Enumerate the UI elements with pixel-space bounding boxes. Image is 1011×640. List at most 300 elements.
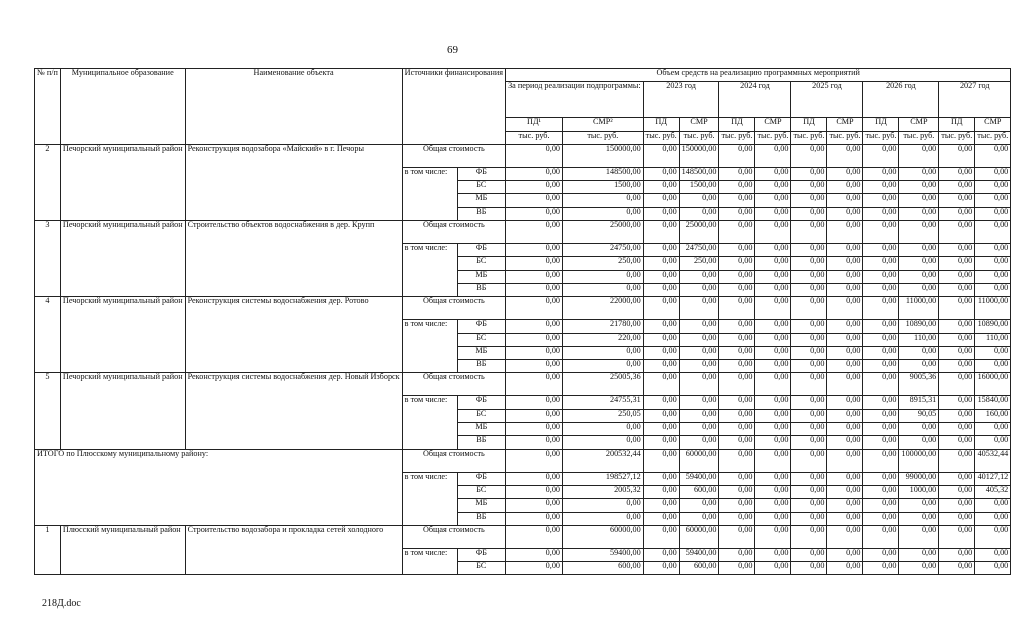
value-cell: 0,00 [643, 320, 679, 333]
value-cell: 0,00 [719, 436, 755, 449]
value-cell: 0,00 [899, 167, 939, 180]
source-mb: МБ [457, 346, 505, 359]
value-cell: 0,00 [899, 194, 939, 207]
value-cell: 0,00 [643, 270, 679, 283]
header-year-2023: 2023 год [643, 82, 719, 118]
source-fb: ФБ [457, 167, 505, 180]
source-vb: ВБ [457, 283, 505, 296]
subcol-header: СМР [975, 118, 1011, 131]
value-cell: 148500,00 [679, 167, 719, 180]
value-cell: 0,00 [719, 167, 755, 180]
value-cell: 0,00 [975, 499, 1011, 512]
value-cell: 10890,00 [899, 320, 939, 333]
value-cell: 0,00 [899, 181, 939, 194]
value-cell: 0,00 [863, 244, 899, 257]
value-cell: 0,00 [506, 562, 563, 575]
value-cell: 0,00 [755, 485, 791, 498]
value-cell: 0,00 [863, 512, 899, 525]
unit-header: тыс. руб. [719, 131, 755, 144]
value-cell: 0,00 [506, 144, 563, 167]
source-vb: ВБ [457, 436, 505, 449]
row-number: 4 [35, 297, 61, 373]
municipality-name: Печорский муниципальный район [60, 221, 185, 297]
funding-table [34, 68, 1011, 575]
value-cell: 0,00 [899, 346, 939, 359]
value-cell: 0,00 [719, 144, 755, 167]
header-year-2025: 2025 год [791, 82, 863, 118]
source-bs: БС [457, 257, 505, 270]
value-cell: 0,00 [563, 512, 644, 525]
value-cell: 0,00 [827, 449, 863, 472]
value-cell: 0,00 [563, 436, 644, 449]
value-cell: 0,00 [719, 320, 755, 333]
value-cell: 0,00 [975, 207, 1011, 220]
value-cell: 0,00 [863, 207, 899, 220]
value-cell: 0,00 [719, 181, 755, 194]
value-cell: 0,00 [755, 525, 791, 548]
value-cell: 0,00 [863, 144, 899, 167]
value-cell: 0,00 [506, 485, 563, 498]
value-cell: 0,00 [755, 221, 791, 244]
value-cell: 0,00 [827, 257, 863, 270]
value-cell: 0,00 [643, 472, 679, 485]
value-cell: 0,00 [827, 167, 863, 180]
value-cell: 0,00 [506, 436, 563, 449]
value-cell: 0,00 [791, 244, 827, 257]
value-cell: 15840,00 [975, 396, 1011, 409]
value-cell: 0,00 [899, 525, 939, 548]
source-including: в том числе: [402, 167, 457, 220]
value-cell: 0,00 [899, 499, 939, 512]
value-cell: 25000,00 [679, 221, 719, 244]
value-cell: 0,00 [791, 320, 827, 333]
value-cell: 0,00 [975, 512, 1011, 525]
value-cell: 0,00 [863, 396, 899, 409]
value-cell: 0,00 [719, 297, 755, 320]
value-cell: 0,00 [791, 562, 827, 575]
value-cell: 0,00 [863, 548, 899, 561]
value-cell: 0,00 [755, 360, 791, 373]
value-cell: 0,00 [506, 221, 563, 244]
value-cell: 250,00 [679, 257, 719, 270]
municipality-name: Печорский муниципальный район [60, 144, 185, 220]
value-cell: 0,00 [755, 436, 791, 449]
value-cell: 0,00 [719, 257, 755, 270]
unit-header: тыс. руб. [827, 131, 863, 144]
source-total-cost: Общая стоимость [402, 449, 505, 472]
source-total-cost: Общая стоимость [402, 525, 505, 548]
value-cell: 0,00 [643, 360, 679, 373]
value-cell: 0,00 [791, 409, 827, 422]
value-cell: 0,00 [719, 244, 755, 257]
value-cell: 1500,00 [563, 181, 644, 194]
value-cell: 0,00 [827, 396, 863, 409]
value-cell: 0,00 [863, 423, 899, 436]
value-cell: 0,00 [506, 346, 563, 359]
value-cell: 0,00 [827, 373, 863, 396]
value-cell: 0,00 [827, 297, 863, 320]
header-year-2027: 2027 год [939, 82, 1011, 118]
value-cell: 0,00 [643, 423, 679, 436]
subcol-header: ПД¹ [506, 118, 563, 131]
value-cell: 0,00 [899, 548, 939, 561]
value-cell: 0,00 [975, 194, 1011, 207]
source-including: в том числе: [402, 472, 457, 525]
value-cell: 0,00 [791, 333, 827, 346]
value-cell: 0,00 [643, 396, 679, 409]
value-cell: 0,00 [939, 562, 975, 575]
value-cell: 0,00 [939, 548, 975, 561]
value-cell: 0,00 [863, 346, 899, 359]
value-cell: 0,00 [827, 436, 863, 449]
value-cell: 0,00 [827, 207, 863, 220]
value-cell: 0,00 [899, 221, 939, 244]
value-cell: 16000,00 [975, 373, 1011, 396]
source-including: в том числе: [402, 396, 457, 449]
value-cell: 0,00 [863, 283, 899, 296]
value-cell: 0,00 [975, 436, 1011, 449]
value-cell: 0,00 [719, 485, 755, 498]
value-cell: 0,00 [679, 373, 719, 396]
value-cell: 100000,00 [899, 449, 939, 472]
source-mb: МБ [457, 270, 505, 283]
value-cell: 0,00 [719, 360, 755, 373]
value-cell: 0,00 [863, 194, 899, 207]
subcol-header: ПД [939, 118, 975, 131]
value-cell: 0,00 [791, 207, 827, 220]
value-cell: 0,00 [506, 257, 563, 270]
value-cell: 0,00 [506, 333, 563, 346]
value-cell: 0,00 [719, 207, 755, 220]
source-including: в том числе: [402, 244, 457, 297]
value-cell: 0,00 [827, 221, 863, 244]
value-cell: 0,00 [719, 449, 755, 472]
value-cell: 0,00 [755, 257, 791, 270]
value-cell: 0,00 [827, 409, 863, 422]
value-cell: 0,00 [939, 297, 975, 320]
value-cell: 0,00 [719, 373, 755, 396]
value-cell: 59400,00 [679, 472, 719, 485]
value-cell: 0,00 [563, 423, 644, 436]
value-cell: 0,00 [899, 360, 939, 373]
value-cell: 0,00 [863, 181, 899, 194]
source-fb: ФБ [457, 244, 505, 257]
object-name: Строительство водозабора и прокладка сетей холодного [185, 525, 402, 575]
value-cell: 0,00 [719, 270, 755, 283]
value-cell: 0,00 [755, 499, 791, 512]
value-cell: 40127,12 [975, 472, 1011, 485]
unit-header: тыс. руб. [791, 131, 827, 144]
value-cell: 0,00 [975, 360, 1011, 373]
value-cell: 0,00 [899, 562, 939, 575]
value-cell: 9005,36 [899, 373, 939, 396]
value-cell: 0,00 [755, 181, 791, 194]
value-cell: 0,00 [791, 449, 827, 472]
value-cell: 0,00 [863, 320, 899, 333]
value-cell: 0,00 [863, 221, 899, 244]
value-cell: 60000,00 [679, 525, 719, 548]
value-cell: 0,00 [755, 346, 791, 359]
source-mb: МБ [457, 423, 505, 436]
value-cell: 250,00 [563, 257, 644, 270]
value-cell: 0,00 [719, 333, 755, 346]
value-cell: 0,00 [755, 373, 791, 396]
value-cell: 0,00 [506, 320, 563, 333]
value-cell: 0,00 [939, 181, 975, 194]
value-cell: 0,00 [899, 270, 939, 283]
value-cell: 24755,31 [563, 396, 644, 409]
source-bs: БС [457, 181, 505, 194]
value-cell: 0,00 [719, 472, 755, 485]
unit-header: тыс. руб. [679, 131, 719, 144]
value-cell: 405,32 [975, 485, 1011, 498]
value-cell: 0,00 [791, 373, 827, 396]
header-period: За период реализации подпрограммы: [506, 82, 644, 118]
value-cell: 0,00 [939, 333, 975, 346]
value-cell: 0,00 [563, 207, 644, 220]
table-row [35, 525, 1011, 548]
value-cell: 2005,32 [563, 485, 644, 498]
value-cell: 0,00 [719, 499, 755, 512]
value-cell: 24750,00 [563, 244, 644, 257]
value-cell: 0,00 [755, 144, 791, 167]
value-cell: 0,00 [643, 562, 679, 575]
value-cell: 0,00 [863, 257, 899, 270]
source-mb: МБ [457, 499, 505, 512]
value-cell: 0,00 [643, 283, 679, 296]
municipality-name: Плюсский муниципальный район [60, 525, 185, 575]
value-cell: 0,00 [827, 244, 863, 257]
value-cell: 0,00 [679, 423, 719, 436]
value-cell: 0,00 [506, 181, 563, 194]
source-bs: БС [457, 409, 505, 422]
value-cell: 59400,00 [563, 548, 644, 561]
value-cell: 0,00 [827, 512, 863, 525]
value-cell: 0,00 [939, 167, 975, 180]
value-cell: 0,00 [643, 409, 679, 422]
value-cell: 0,00 [679, 346, 719, 359]
value-cell: 0,00 [827, 485, 863, 498]
value-cell: 0,00 [975, 562, 1011, 575]
value-cell: 24750,00 [679, 244, 719, 257]
municipality-name: Печорский муниципальный район [60, 297, 185, 373]
header-volume: Объем средств на реализацию программных мероприятий [506, 69, 1011, 82]
value-cell: 0,00 [899, 436, 939, 449]
value-cell: 0,00 [563, 270, 644, 283]
value-cell: 0,00 [506, 194, 563, 207]
value-cell: 0,00 [506, 472, 563, 485]
value-cell: 0,00 [755, 283, 791, 296]
subcol-header: ПД [791, 118, 827, 131]
value-cell: 0,00 [939, 373, 975, 396]
subcol-header: СМР² [563, 118, 644, 131]
value-cell: 0,00 [643, 194, 679, 207]
value-cell: 99000,00 [899, 472, 939, 485]
unit-header: тыс. руб. [899, 131, 939, 144]
value-cell: 0,00 [863, 485, 899, 498]
value-cell: 110,00 [899, 333, 939, 346]
page-number: 69 [447, 44, 458, 56]
value-cell: 0,00 [506, 360, 563, 373]
value-cell: 25000,00 [563, 221, 644, 244]
value-cell: 220,00 [563, 333, 644, 346]
source-bs: БС [457, 333, 505, 346]
header-year-2026: 2026 год [863, 82, 939, 118]
header-object: Наименование объекта [185, 69, 402, 145]
value-cell: 0,00 [679, 436, 719, 449]
value-cell: 150000,00 [563, 144, 644, 167]
unit-header: тыс. руб. [563, 131, 644, 144]
value-cell: 0,00 [563, 346, 644, 359]
value-cell: 0,00 [827, 144, 863, 167]
value-cell: 0,00 [827, 562, 863, 575]
value-cell: 0,00 [827, 525, 863, 548]
value-cell: 0,00 [975, 525, 1011, 548]
value-cell: 0,00 [719, 221, 755, 244]
value-cell: 0,00 [755, 333, 791, 346]
row-number: 5 [35, 373, 61, 449]
value-cell: 0,00 [506, 167, 563, 180]
value-cell: 0,00 [791, 346, 827, 359]
value-cell: 0,00 [506, 449, 563, 472]
value-cell: 0,00 [863, 525, 899, 548]
value-cell: 0,00 [939, 396, 975, 409]
table-row [35, 144, 1011, 167]
unit-header: тыс. руб. [863, 131, 899, 144]
value-cell: 1500,00 [679, 181, 719, 194]
source-bs: БС [457, 562, 505, 575]
unit-header: тыс. руб. [506, 131, 563, 144]
value-cell: 160,00 [975, 409, 1011, 422]
value-cell: 0,00 [719, 346, 755, 359]
source-fb: ФБ [457, 320, 505, 333]
value-cell: 60000,00 [679, 449, 719, 472]
value-cell: 0,00 [755, 270, 791, 283]
value-cell: 0,00 [939, 320, 975, 333]
value-cell: 0,00 [939, 409, 975, 422]
value-cell: 200532,44 [563, 449, 644, 472]
value-cell: 0,00 [679, 499, 719, 512]
value-cell: 0,00 [975, 270, 1011, 283]
value-cell: 0,00 [791, 499, 827, 512]
value-cell: 0,00 [939, 194, 975, 207]
value-cell: 0,00 [863, 436, 899, 449]
value-cell: 0,00 [975, 423, 1011, 436]
value-cell: 0,00 [827, 548, 863, 561]
value-cell: 0,00 [643, 221, 679, 244]
value-cell: 0,00 [506, 373, 563, 396]
value-cell: 0,00 [643, 548, 679, 561]
source-including: в том числе: [402, 548, 457, 575]
value-cell: 0,00 [506, 423, 563, 436]
object-name: Реконструкция системы водоснабжения дер. Новый Изборск [185, 373, 402, 449]
value-cell: 0,00 [863, 167, 899, 180]
value-cell: 90,05 [899, 409, 939, 422]
value-cell: 0,00 [643, 436, 679, 449]
value-cell: 150000,00 [679, 144, 719, 167]
subcol-header: СМР [755, 118, 791, 131]
object-name: Строительство объектов водоснабжения в дер. Крупп [185, 221, 402, 297]
value-cell: 0,00 [506, 283, 563, 296]
value-cell: 0,00 [506, 548, 563, 561]
value-cell: 0,00 [975, 221, 1011, 244]
value-cell: 0,00 [863, 472, 899, 485]
value-cell: 0,00 [679, 207, 719, 220]
value-cell: 0,00 [643, 257, 679, 270]
header-row-1 [35, 69, 1011, 82]
value-cell: 0,00 [643, 346, 679, 359]
value-cell: 0,00 [679, 297, 719, 320]
value-cell: 0,00 [863, 270, 899, 283]
unit-header: тыс. руб. [643, 131, 679, 144]
value-cell: 0,00 [975, 283, 1011, 296]
value-cell: 0,00 [939, 270, 975, 283]
value-cell: 0,00 [719, 562, 755, 575]
unit-header: тыс. руб. [939, 131, 975, 144]
value-cell: 0,00 [719, 396, 755, 409]
value-cell: 0,00 [899, 244, 939, 257]
value-cell: 0,00 [899, 257, 939, 270]
value-cell: 0,00 [827, 270, 863, 283]
value-cell: 0,00 [563, 499, 644, 512]
value-cell: 0,00 [643, 181, 679, 194]
value-cell: 0,00 [827, 283, 863, 296]
value-cell: 0,00 [506, 512, 563, 525]
value-cell: 0,00 [827, 320, 863, 333]
value-cell: 600,00 [679, 562, 719, 575]
value-cell: 0,00 [939, 360, 975, 373]
value-cell: 0,00 [719, 409, 755, 422]
unit-header: тыс. руб. [755, 131, 791, 144]
value-cell: 0,00 [755, 396, 791, 409]
value-cell: 0,00 [791, 525, 827, 548]
value-cell: 0,00 [939, 485, 975, 498]
value-cell: 250,05 [563, 409, 644, 422]
value-cell: 0,00 [863, 373, 899, 396]
value-cell: 0,00 [791, 181, 827, 194]
value-cell: 0,00 [863, 562, 899, 575]
value-cell: 10890,00 [975, 320, 1011, 333]
value-cell: 0,00 [506, 207, 563, 220]
value-cell: 0,00 [755, 297, 791, 320]
value-cell: 0,00 [719, 194, 755, 207]
value-cell: 0,00 [679, 360, 719, 373]
value-cell: 0,00 [939, 472, 975, 485]
value-cell: 8915,31 [899, 396, 939, 409]
value-cell: 0,00 [827, 423, 863, 436]
value-cell: 22000,00 [563, 297, 644, 320]
value-cell: 0,00 [939, 346, 975, 359]
source-total-cost: Общая стоимость [402, 297, 505, 320]
value-cell: 0,00 [791, 423, 827, 436]
value-cell: 0,00 [939, 423, 975, 436]
value-cell: 0,00 [827, 360, 863, 373]
table-row [35, 449, 1011, 472]
unit-header: тыс. руб. [975, 131, 1011, 144]
source-mb: МБ [457, 194, 505, 207]
value-cell: 0,00 [791, 548, 827, 561]
value-cell: 0,00 [863, 449, 899, 472]
row-number: 1 [35, 525, 61, 575]
value-cell: 0,00 [863, 360, 899, 373]
value-cell: 0,00 [975, 257, 1011, 270]
subcol-header: ПД [719, 118, 755, 131]
value-cell: 0,00 [939, 449, 975, 472]
value-cell: 0,00 [506, 396, 563, 409]
value-cell: 0,00 [975, 548, 1011, 561]
value-cell: 0,00 [791, 485, 827, 498]
value-cell: 198527,12 [563, 472, 644, 485]
